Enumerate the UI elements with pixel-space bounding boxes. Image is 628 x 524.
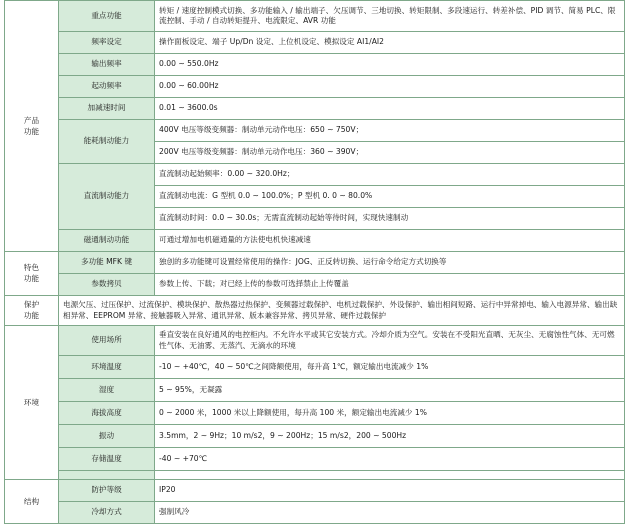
table-row xyxy=(5,425,625,448)
value-dc-brake-start-freq: 直流制动起始频率：0.00 ~ 320.0Hz； xyxy=(155,164,625,186)
category-label: 产品 功能 xyxy=(23,115,40,136)
value-dynamic-brake-200v: 200V 电压等级变频器：制动单元动作电压：360 ~ 390V； xyxy=(155,142,625,164)
label-env-temp: 环境温度 xyxy=(59,356,155,379)
value-accel-time: 0.01 ~ 3600.0s xyxy=(155,98,625,120)
table-row xyxy=(5,502,625,524)
label-dc-brake: 直流制动能力 xyxy=(59,164,155,230)
table-row xyxy=(5,1,625,32)
value-vibration: 3.5mm，2 ~ 9Hz；10 m/s2，9 ~ 200Hz；15 m/s2，200 ~ 500Hz xyxy=(155,425,625,448)
label-cooling: 冷却方式 xyxy=(59,502,155,524)
label-spacer xyxy=(59,471,155,480)
value-protection: 电源欠压、过压保护、过流保护、模块保护、散热器过热保护、变频器过载保护、电机过载保护、外设保护、输出相间短路、运行中异常掉电、输入电源异常、输出缺相异常、EEPROM 异常、接触器吸入异常、通讯异常、版本兼容异常、拷贝异常、硬件过载保护 xyxy=(59,296,625,326)
table-row xyxy=(5,230,625,252)
value-output-freq: 0.00 ~ 550.0Hz xyxy=(155,54,625,76)
label-vibration: 振动 xyxy=(59,425,155,448)
label-output-freq: 输出频率 xyxy=(59,54,155,76)
table-row xyxy=(5,120,625,142)
value-freq-setting: 操作面板设定、端子 Up/Dn 设定、上位机设定、模拟设定 AI1/AI2 xyxy=(155,32,625,54)
table-row xyxy=(5,402,625,425)
category-label: 保护 功能 xyxy=(23,300,40,321)
table-row xyxy=(5,32,625,54)
table-row xyxy=(5,379,625,402)
table-row xyxy=(5,274,625,296)
label-usage-place: 使用场所 xyxy=(59,326,155,356)
value-dynamic-brake-400v: 400V 电压等级变频器：制动单元动作电压：650 ~ 750V； xyxy=(155,120,625,142)
category-label: 环境 xyxy=(23,397,40,407)
table-row xyxy=(5,54,625,76)
value-flux-brake: 可通过增加电机磁通量的方法使电机快速减速 xyxy=(155,230,625,252)
label-storage-temp: 存储温度 xyxy=(59,448,155,471)
table-row-spacer xyxy=(5,471,625,480)
value-storage-temp: -40 ~ +70℃ xyxy=(155,448,625,471)
category-label: 结构 xyxy=(23,496,40,506)
value-start-freq: 0.00 ~ 60.00Hz xyxy=(155,76,625,98)
label-accel-time: 加减速时间 xyxy=(59,98,155,120)
category-product xyxy=(5,1,59,252)
value-protection-level: IP20 xyxy=(155,480,625,502)
label-dynamic-brake: 能耗制动能力 xyxy=(59,120,155,164)
value-usage-place: 垂直安装在良好通风的电控柜内。不允许水平或其它安装方式。冷却介质为空气。安装在不受阳光直晒、无灰尘、无腐蚀性气体、无可燃性气体、无油雾、无蒸汽、无滴水的环境 xyxy=(155,326,625,356)
value-cooling: 强制风冷 xyxy=(155,502,625,524)
label-param-copy: 参数拷贝 xyxy=(59,274,155,296)
label-key-function: 重点功能 xyxy=(59,1,155,32)
value-dc-brake-current: 直流制动电流：G 型机 0.0 ~ 100.0%；P 型机 0. 0 ~ 80.0% xyxy=(155,186,625,208)
label-protection-level: 防护等级 xyxy=(59,480,155,502)
table-row xyxy=(5,76,625,98)
value-mfk-key: 独创的多功能键可设置经常使用的操作：JOG、正反转切换、运行命令给定方式切换等 xyxy=(155,252,625,274)
label-altitude: 海拔高度 xyxy=(59,402,155,425)
category-environment xyxy=(5,326,59,480)
value-altitude: 0 ~ 2000 米，1000 米以上降额使用，每升高 100 米，额定输出电流减少 1% xyxy=(155,402,625,425)
spec-table xyxy=(4,0,625,524)
value-humidity: 5 ~ 95%，无凝露 xyxy=(155,379,625,402)
table-row xyxy=(5,356,625,379)
table-row xyxy=(5,164,625,186)
table-row xyxy=(5,448,625,471)
value-param-copy: 参数上传、下载；对已经上传的参数可选择禁止上传覆盖 xyxy=(155,274,625,296)
table-row xyxy=(5,252,625,274)
table-row xyxy=(5,98,625,120)
value-env-temp: -10 ~ +40℃，40 ~ 50℃之间降额使用，每升高 1℃，额定输出电流减少 1% xyxy=(155,356,625,379)
label-freq-setting: 频率设定 xyxy=(59,32,155,54)
label-start-freq: 起动频率 xyxy=(59,76,155,98)
category-structure xyxy=(5,480,59,524)
category-feature xyxy=(5,252,59,296)
table-row xyxy=(5,296,625,326)
label-flux-brake: 磁通制动功能 xyxy=(59,230,155,252)
value-spacer xyxy=(155,471,625,480)
value-key-function: 转矩 / 速度控制模式切换、多功能输入 / 输出端子、欠压调节、三地切换、转矩限制、多段速运行、转差补偿、PID 调节、简易 PLC、限流控制、手动 / 自动转矩提升、电流限定、AVR 功能 xyxy=(155,1,625,32)
category-protection xyxy=(5,296,59,326)
table-row xyxy=(5,480,625,502)
label-humidity: 湿度 xyxy=(59,379,155,402)
value-dc-brake-time: 直流制动时间：0.0 ~ 30.0s；无需直流制动起始等待时间，实现快速制动 xyxy=(155,208,625,230)
table-row xyxy=(5,326,625,356)
label-mfk-key: 多功能 MFK 键 xyxy=(59,252,155,274)
category-label: 特色 功能 xyxy=(23,263,40,284)
